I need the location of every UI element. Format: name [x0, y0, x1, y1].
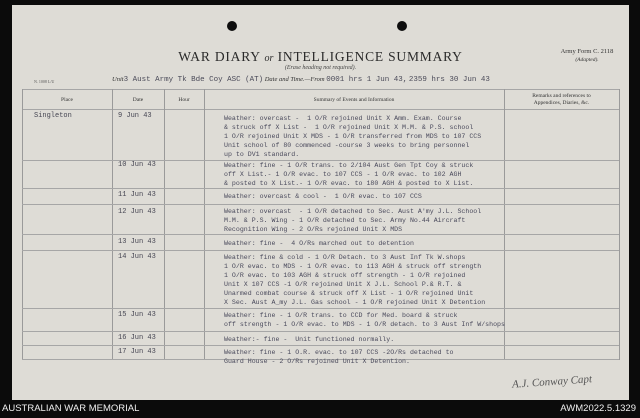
- entry-summary: Weather: fine - 1 O/R trans. to 2/104 Aust Gen Tpt Coy & struck off X List.- 1 O/R evac. to 107 CCS - 1 O/R evac. to 102 AGH & posted to X List.- 1 O/R evac. to 180 AGH & posted to X List.: [224, 162, 474, 188]
- row-rule: [22, 331, 619, 332]
- entry-date: 10 Jun 43: [118, 161, 156, 169]
- unit-value: 3 Aust Army Tk Bde Coy ASC (AT): [123, 76, 264, 84]
- form-code: N. 1008 L/U: [34, 79, 55, 84]
- entry-summary: Weather: fine - 1 O.R. evac. to 107 CCS -2O/Rs detached to Guard House - 2 O/Rs rejoined Unit X Detention.: [224, 349, 454, 366]
- officer-signature: A.J. Conway Capt: [511, 373, 593, 391]
- row-rule: [22, 250, 619, 251]
- entry-date: 17 Jun 43: [118, 348, 156, 356]
- row-rule: [22, 308, 619, 309]
- row-rule: [22, 188, 619, 189]
- column-header-hour: Hour: [178, 97, 190, 103]
- entry-place: Singleton: [34, 112, 72, 120]
- table-border: [22, 89, 23, 360]
- archive-name: AUSTRALIAN WAR MEMORIAL: [2, 403, 140, 414]
- title-note: (Erase heading not required).: [284, 65, 357, 71]
- entry-summary: Weather:- fine - Unit functioned normally.: [224, 336, 395, 343]
- entry-summary: Weather: overcast - 1 O/R detached to Sec. Aust A'my J.L. School M.M. & P.S. Wing - 1 O/R detached to Sec. Army No.44 Aircraft Recognition Wing - 2 O/Rs rejoined Unit X MDS: [224, 208, 482, 234]
- entry-summary: Weather: overcast - 1 O/R rejoined Unit X Amm. Exam. Course & struck off X List - 1 O/R rejoined Unit X M.M. & P.S. school 1 O/R rejoined Unit X MDS - 1 O/R transferred from MDS to 107 CCS Unit school of 80 commenced -course 3 weeks to bring personnel up to DV1 standard.: [224, 115, 482, 159]
- column-header-place: Place: [61, 97, 73, 103]
- punch-hole: [227, 21, 237, 31]
- table-border: [619, 89, 620, 360]
- diary-sheet: [12, 5, 629, 400]
- column-divider: [112, 89, 113, 360]
- entry-summary: Weather: overcast & cool - 1 O/R evac. to 107 CCS: [224, 193, 422, 200]
- row-rule: [22, 234, 619, 235]
- column-header-remarks: Remarks and references to Appendices, Diaries, &c.: [532, 93, 591, 106]
- entry-date: 12 Jun 43: [118, 208, 156, 216]
- unit-line: Unit3 Aust Army Tk Bde Coy ASC (AT) Date and Time.—From 0001 hrs 1 Jun 43, 2359 hrs 30 Jun 43: [112, 76, 490, 84]
- entry-summary: Weather: fine - 1 O/R trans. to CCD for Med. board & struck off strength - 1 O/R evac. to MDS - 1 O/R detach. to 3 Aust Inf W/shops: [224, 312, 505, 329]
- entry-date: 14 Jun 43: [118, 253, 156, 261]
- period-to: 2359 hrs 30 Jun 43: [408, 76, 490, 84]
- entry-summary: Weather: fine & cold - 1 O/R Detach. to 3 Aust Inf Tk W.shops 1 O/R evac. to MDS - 1 O/R evac. to 113 AGH & struck off strength 1 O/R evac. to 103 AGH & struck off strength - 1 O/R rejoined Unit X 107 CCS -1 O/R rejoined Unit X J.L. School P.& R.T. & Unarmed combat course & struck off X List - 1 O/R rejoined Unit X Sec. Aust A_my J.L. Gas school - 1 O/R rejoined Unit X Detention: [224, 254, 486, 307]
- row-rule: [22, 204, 619, 205]
- punch-hole: [397, 21, 407, 31]
- period-from: 0001 hrs 1 Jun 43,: [326, 76, 408, 84]
- column-divider: [204, 89, 205, 360]
- column-header-summary: Summary of Events and Information: [313, 97, 395, 103]
- entry-date: 15 Jun 43: [118, 311, 156, 319]
- entry-date: 16 Jun 43: [118, 334, 156, 342]
- form-number: Army Form C. 2118 (Adapted).: [560, 48, 614, 63]
- page-title: WAR DIARY or INTELLIGENCE SUMMARY: [178, 49, 463, 64]
- column-divider: [164, 89, 165, 360]
- entry-date: 13 Jun 43: [118, 238, 156, 246]
- archive-reference: AWM2022.5.1329: [560, 403, 636, 414]
- entry-date: 11 Jun 43: [118, 191, 156, 199]
- entry-summary: Weather: fine - 4 O/Rs marched out to detention: [224, 240, 414, 247]
- column-header-date: Date: [132, 97, 144, 103]
- row-rule: [22, 345, 619, 346]
- entry-date: 9 Jun 43: [118, 112, 152, 120]
